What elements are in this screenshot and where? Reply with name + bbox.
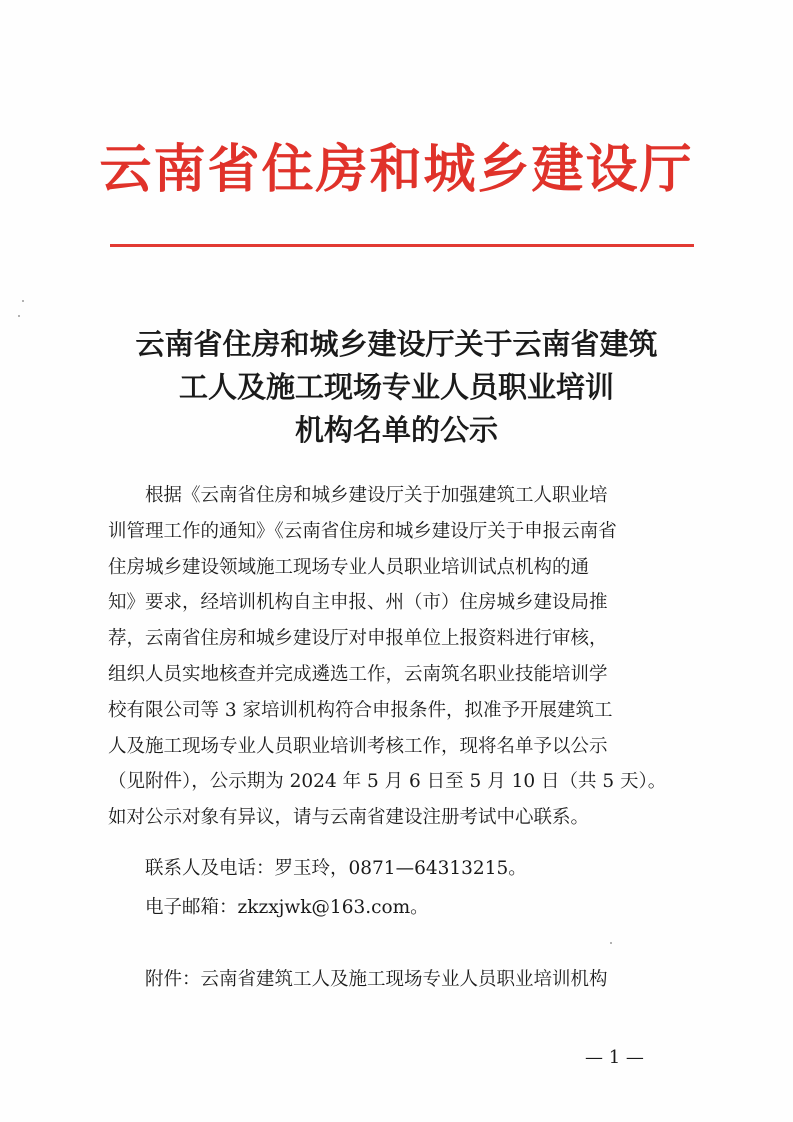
body-line: 如对公示对象有异议，请与云南省建设注册考试中心联系。 — [108, 807, 590, 829]
document-body — [108, 478, 693, 836]
body-line: 校有限公司等 3 家培训机构符合申报条件，拟准予开展建筑工 — [108, 699, 613, 721]
letterhead-red-rule — [110, 244, 694, 247]
body-line: 住房城乡建设领域施工现场专业人员职业培训试点机构的通 — [108, 556, 590, 578]
body-line: 荐，云南省住房和城乡建设厅对申报单位上报资料进行审核， — [108, 628, 608, 650]
document-title-line: 机构名单的公示 — [294, 413, 498, 447]
attachment-line: 附件：云南省建筑工人及施工现场专业人员职业培训机构 — [145, 969, 608, 990]
letterhead-title: 云南省住房和城乡建设厅 — [99, 140, 694, 200]
document-title-line: 工人及施工现场专业人员职业培训 — [178, 370, 614, 404]
document-title — [0, 323, 793, 452]
body-line: 根据《云南省住房和城乡建设厅关于加强建筑工人职业培 — [145, 485, 608, 506]
body-line: 组织人员实地核查并完成遴选工作，云南筑名职业技能培训学 — [108, 663, 608, 685]
contact-person-line: 联系人及电话：罗玉玲，0871—64313215。 — [145, 858, 527, 879]
body-line: 知》要求，经培训机构自主申报、州（市）住房城乡建设局推 — [108, 592, 608, 614]
scan-speck — [610, 942, 612, 944]
body-line: （见附件），公示期为 2024 年 5 月 6 日至 5 月 10 日（共 5 天）。 — [108, 771, 667, 793]
body-line: 训管理工作的通知》《云南省住房和城乡建设厅关于申报云南省 — [108, 520, 617, 542]
scan-speck — [22, 300, 24, 302]
page-number: — 1 — — [585, 1047, 644, 1068]
contact-email-line: 电子邮箱：zkzxjwk@163.com。 — [145, 897, 429, 918]
document-title-line: 云南省住房和城乡建设厅关于云南省建筑 — [135, 327, 658, 361]
scan-speck — [18, 315, 20, 317]
body-line: 人及施工现场专业人员职业培训考核工作，现将名单予以公示 — [108, 735, 608, 757]
